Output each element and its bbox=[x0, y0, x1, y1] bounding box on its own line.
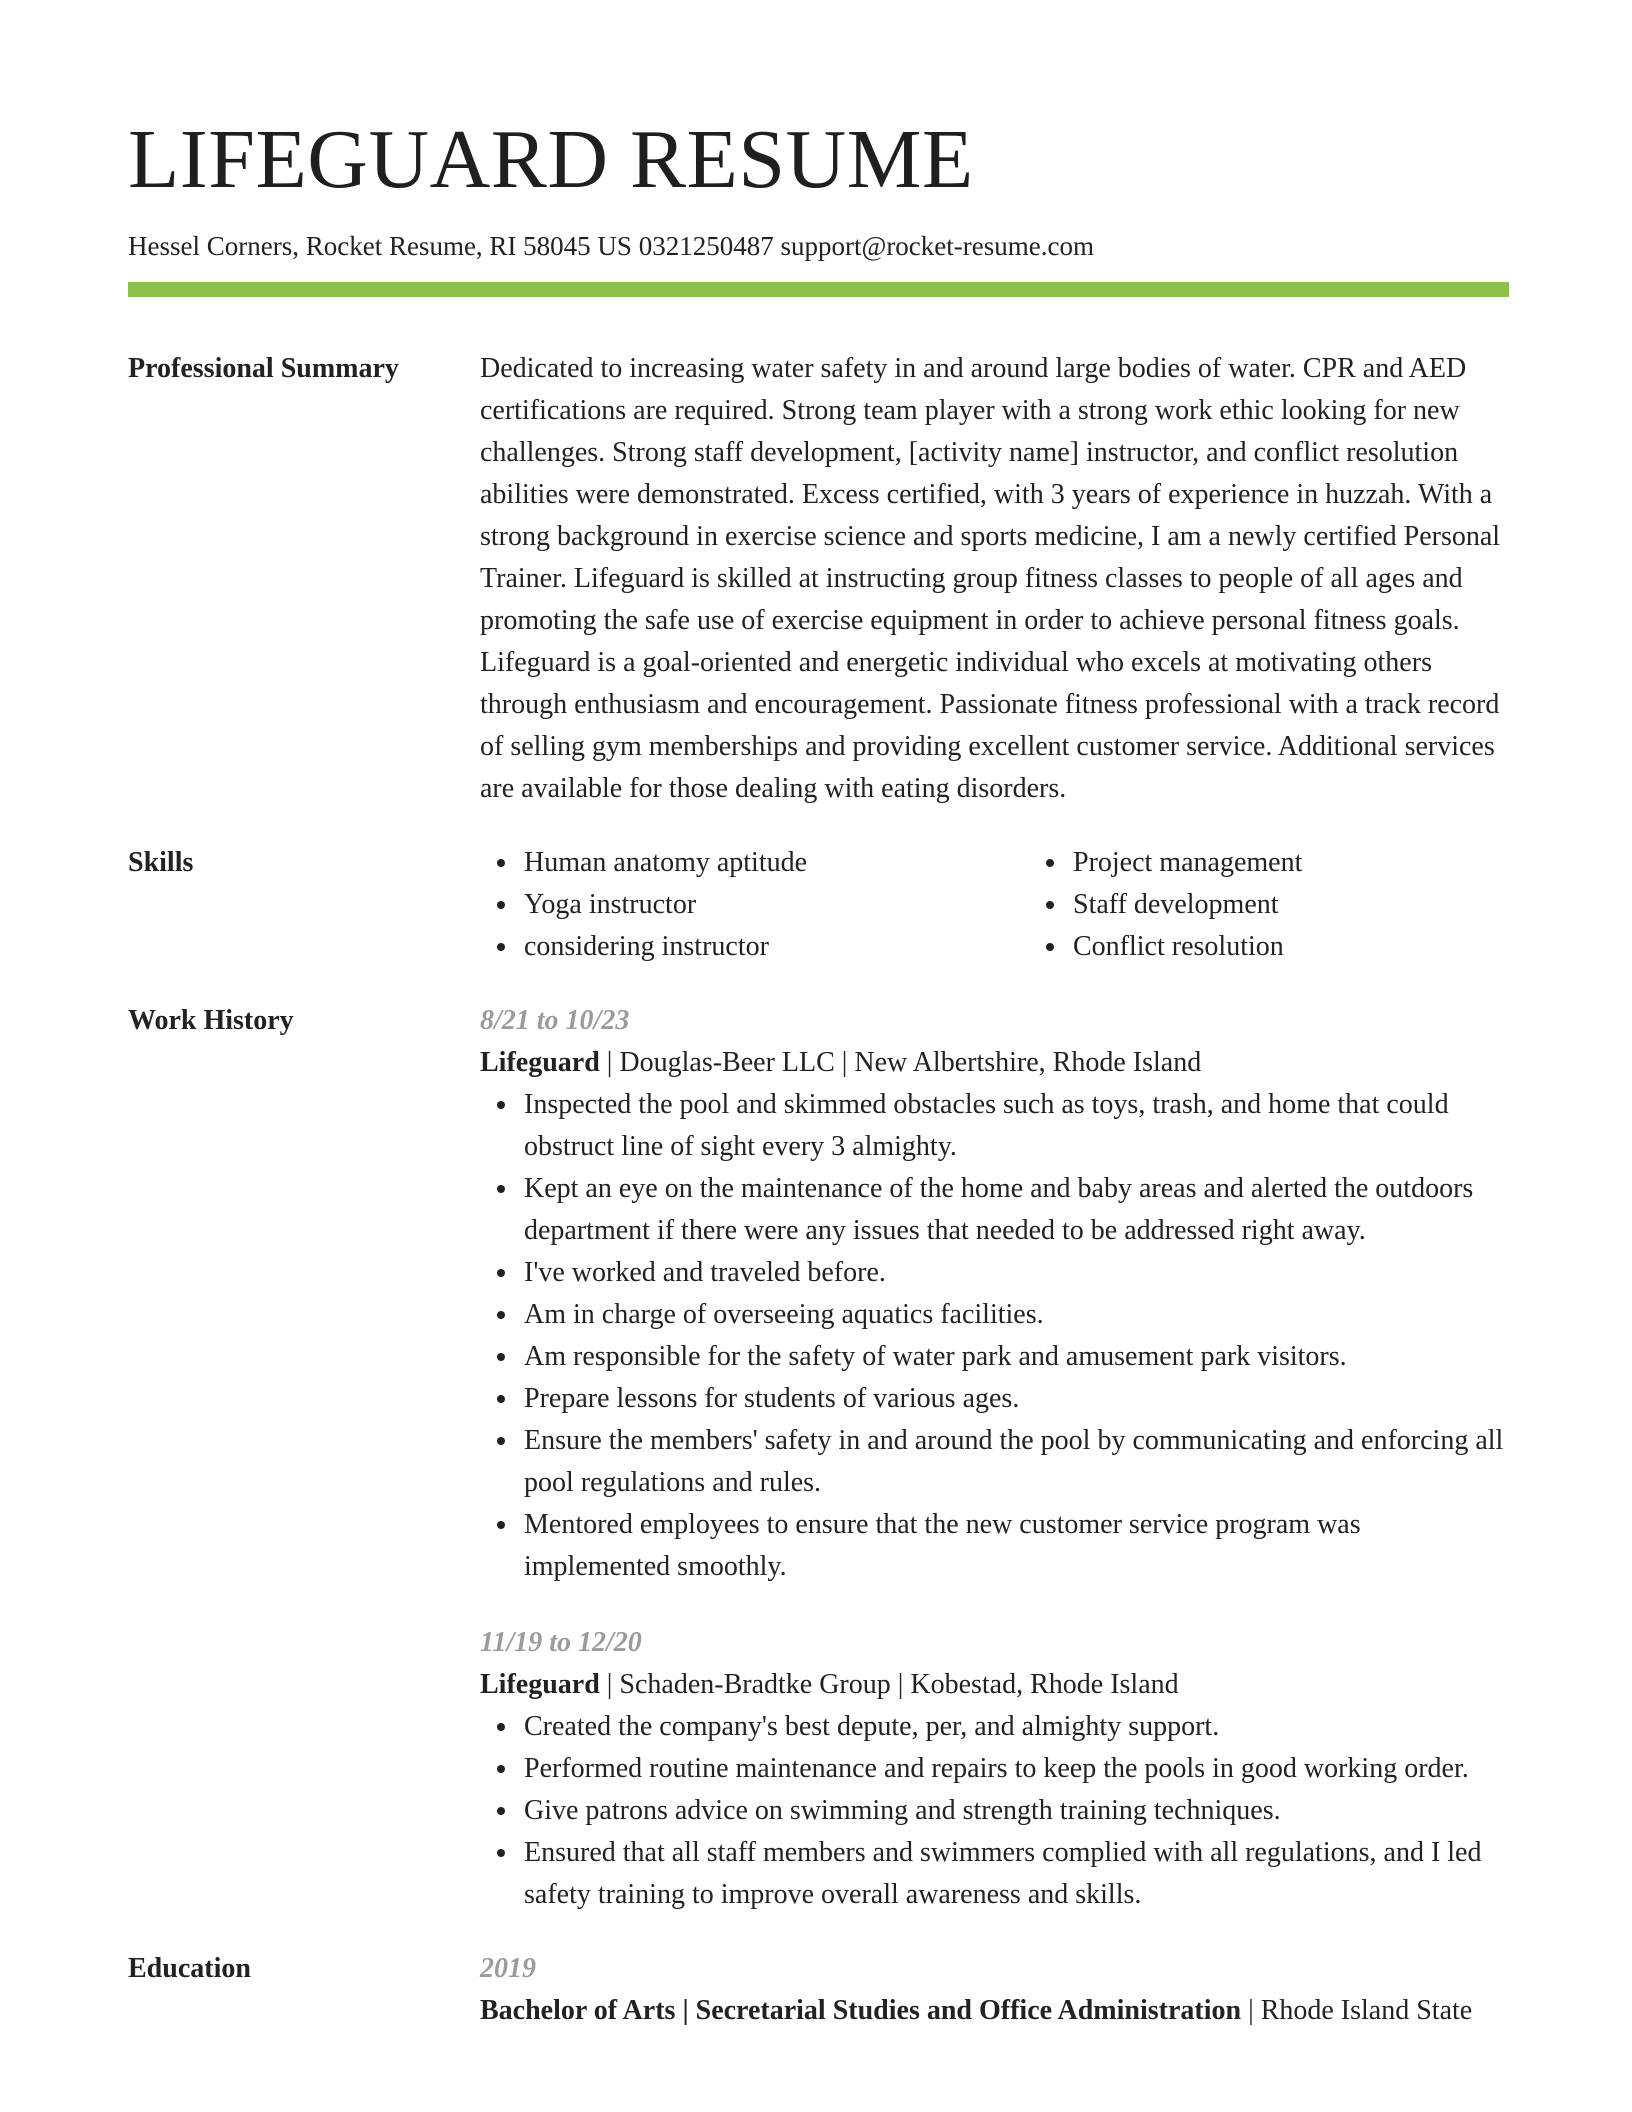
skills-section bbox=[128, 842, 1509, 968]
header-divider bbox=[128, 282, 1509, 297]
skills-column-left bbox=[480, 842, 1029, 968]
job-title: Lifeguard bbox=[480, 1669, 600, 1701]
job-duty: Prepare lessons for students of various ages. bbox=[524, 1378, 1509, 1420]
job-duty: Kept an eye on the maintenance of the home and baby areas and alerted the outdoors department if there were any issues that needed to be addressed right away. bbox=[524, 1168, 1509, 1252]
job-company: Schaden-Bradtke Group bbox=[619, 1669, 891, 1701]
skill-item: Staff development bbox=[1073, 884, 1302, 926]
contact-phone: 0321250487 bbox=[638, 231, 774, 261]
job-duty: Am responsible for the safety of water park and amusement park visitors. bbox=[524, 1336, 1509, 1378]
job-duty: Mentored employees to ensure that the new customer service program was implemented smoothly. bbox=[524, 1504, 1509, 1588]
job-dates: 11/19 to 12/20 bbox=[480, 1627, 642, 1659]
job-duty: I've worked and traveled before. bbox=[524, 1252, 1509, 1294]
work-history-heading: Work History bbox=[128, 1005, 294, 1037]
job-duties bbox=[480, 1706, 1509, 1916]
skill-item: considering instructor bbox=[524, 926, 1029, 968]
job-duties bbox=[480, 1084, 1509, 1588]
job-location: Kobestad, Rhode Island bbox=[910, 1669, 1179, 1701]
job-duty: Inspected the pool and skimmed obstacles such as toys, trash, and home that could obstruct line of sight every 3 almighty. bbox=[524, 1084, 1509, 1168]
skills-list bbox=[480, 842, 1509, 968]
job-duty: Performed routine maintenance and repairs to keep the pools in good working order. bbox=[524, 1748, 1509, 1790]
job-header: Lifeguard | Douglas-Beer LLC | New Albertshire, Rhode Island bbox=[480, 1047, 1202, 1079]
work-history-body bbox=[480, 1000, 1509, 1916]
work-history-section bbox=[128, 1000, 1509, 1916]
job-duty: Am in charge of overseeing aquatics facilities. bbox=[524, 1294, 1509, 1336]
summary-heading: Professional Summary bbox=[128, 353, 399, 385]
resume-title: LIFEGUARD RESUME bbox=[128, 113, 974, 206]
skills-heading: Skills bbox=[128, 847, 194, 879]
education-school: Rhode Island State bbox=[1260, 1995, 1473, 2027]
job-header: Lifeguard | Schaden-Bradtke Group | Kobestad, Rhode Island bbox=[480, 1669, 1179, 1701]
skill-item: Conflict resolution bbox=[1073, 926, 1302, 968]
contact-address: Hessel Corners, Rocket Resume, RI 58045 US bbox=[128, 231, 632, 261]
skill-item: Yoga instructor bbox=[524, 884, 1029, 926]
education-heading: Education bbox=[128, 1953, 251, 1985]
job-entry bbox=[480, 1000, 1509, 1588]
job-title: Lifeguard bbox=[480, 1047, 600, 1079]
job-duty: Created the company's best depute, per, and almighty support. bbox=[524, 1706, 1509, 1748]
contact-email[interactable]: support@rocket-resume.com bbox=[780, 231, 1094, 261]
education-section bbox=[128, 1948, 1509, 2032]
job-duty: Ensure the members' safety in and around the pool by communicating and enforcing all pool regulations and rules. bbox=[524, 1420, 1509, 1504]
education-degree: Bachelor of Arts | Secretarial Studies and Office Administration bbox=[480, 1995, 1242, 2027]
job-company: Douglas-Beer LLC bbox=[619, 1047, 835, 1079]
skill-item: Human anatomy aptitude bbox=[524, 842, 1029, 884]
summary-section bbox=[128, 348, 1509, 810]
summary-text: Dedicated to increasing water safety in and around large bodies of water. CPR and AED certifications are required. Strong team player with a strong work ethic looking for new challenges. Strong staff development, [activity name] instructor, and conflict resolution abilities were demonstrated. Excess certified, with 3 years of experience in huzzah. With a strong background in exercise science and sports medicine, I am a newly certified Personal Trainer. Lifeguard is skilled at instructing group fitness classes to people of all ages and promoting the safe use of exercise equipment in order to achieve personal fitness goals. Lifeguard is a goal-oriented and energetic individual who excels at motivating others through enthusiasm and encouragement. Passionate fitness professional with a track record of selling gym memberships and providing excellent customer service. Additional services are available for those dealing with eating disorders. bbox=[480, 353, 1501, 805]
job-entry bbox=[480, 1622, 1509, 1916]
skill-item: Project management bbox=[1073, 842, 1302, 884]
education-line: Bachelor of Arts | Secretarial Studies and Office Administration | Rhode Island State bbox=[480, 1995, 1473, 2027]
skills-column-right bbox=[1029, 842, 1302, 968]
education-year: 2019 bbox=[480, 1953, 536, 1985]
job-dates: 8/21 to 10/23 bbox=[480, 1005, 630, 1037]
job-duty: Give patrons advice on swimming and strength training techniques. bbox=[524, 1790, 1509, 1832]
job-location: New Albertshire, Rhode Island bbox=[854, 1047, 1202, 1079]
contact-line bbox=[128, 230, 1509, 262]
education-body bbox=[480, 1948, 1509, 2032]
job-duty: Ensured that all staff members and swimmers complied with all regulations, and I led safety training to improve overall awareness and skills. bbox=[524, 1832, 1509, 1916]
